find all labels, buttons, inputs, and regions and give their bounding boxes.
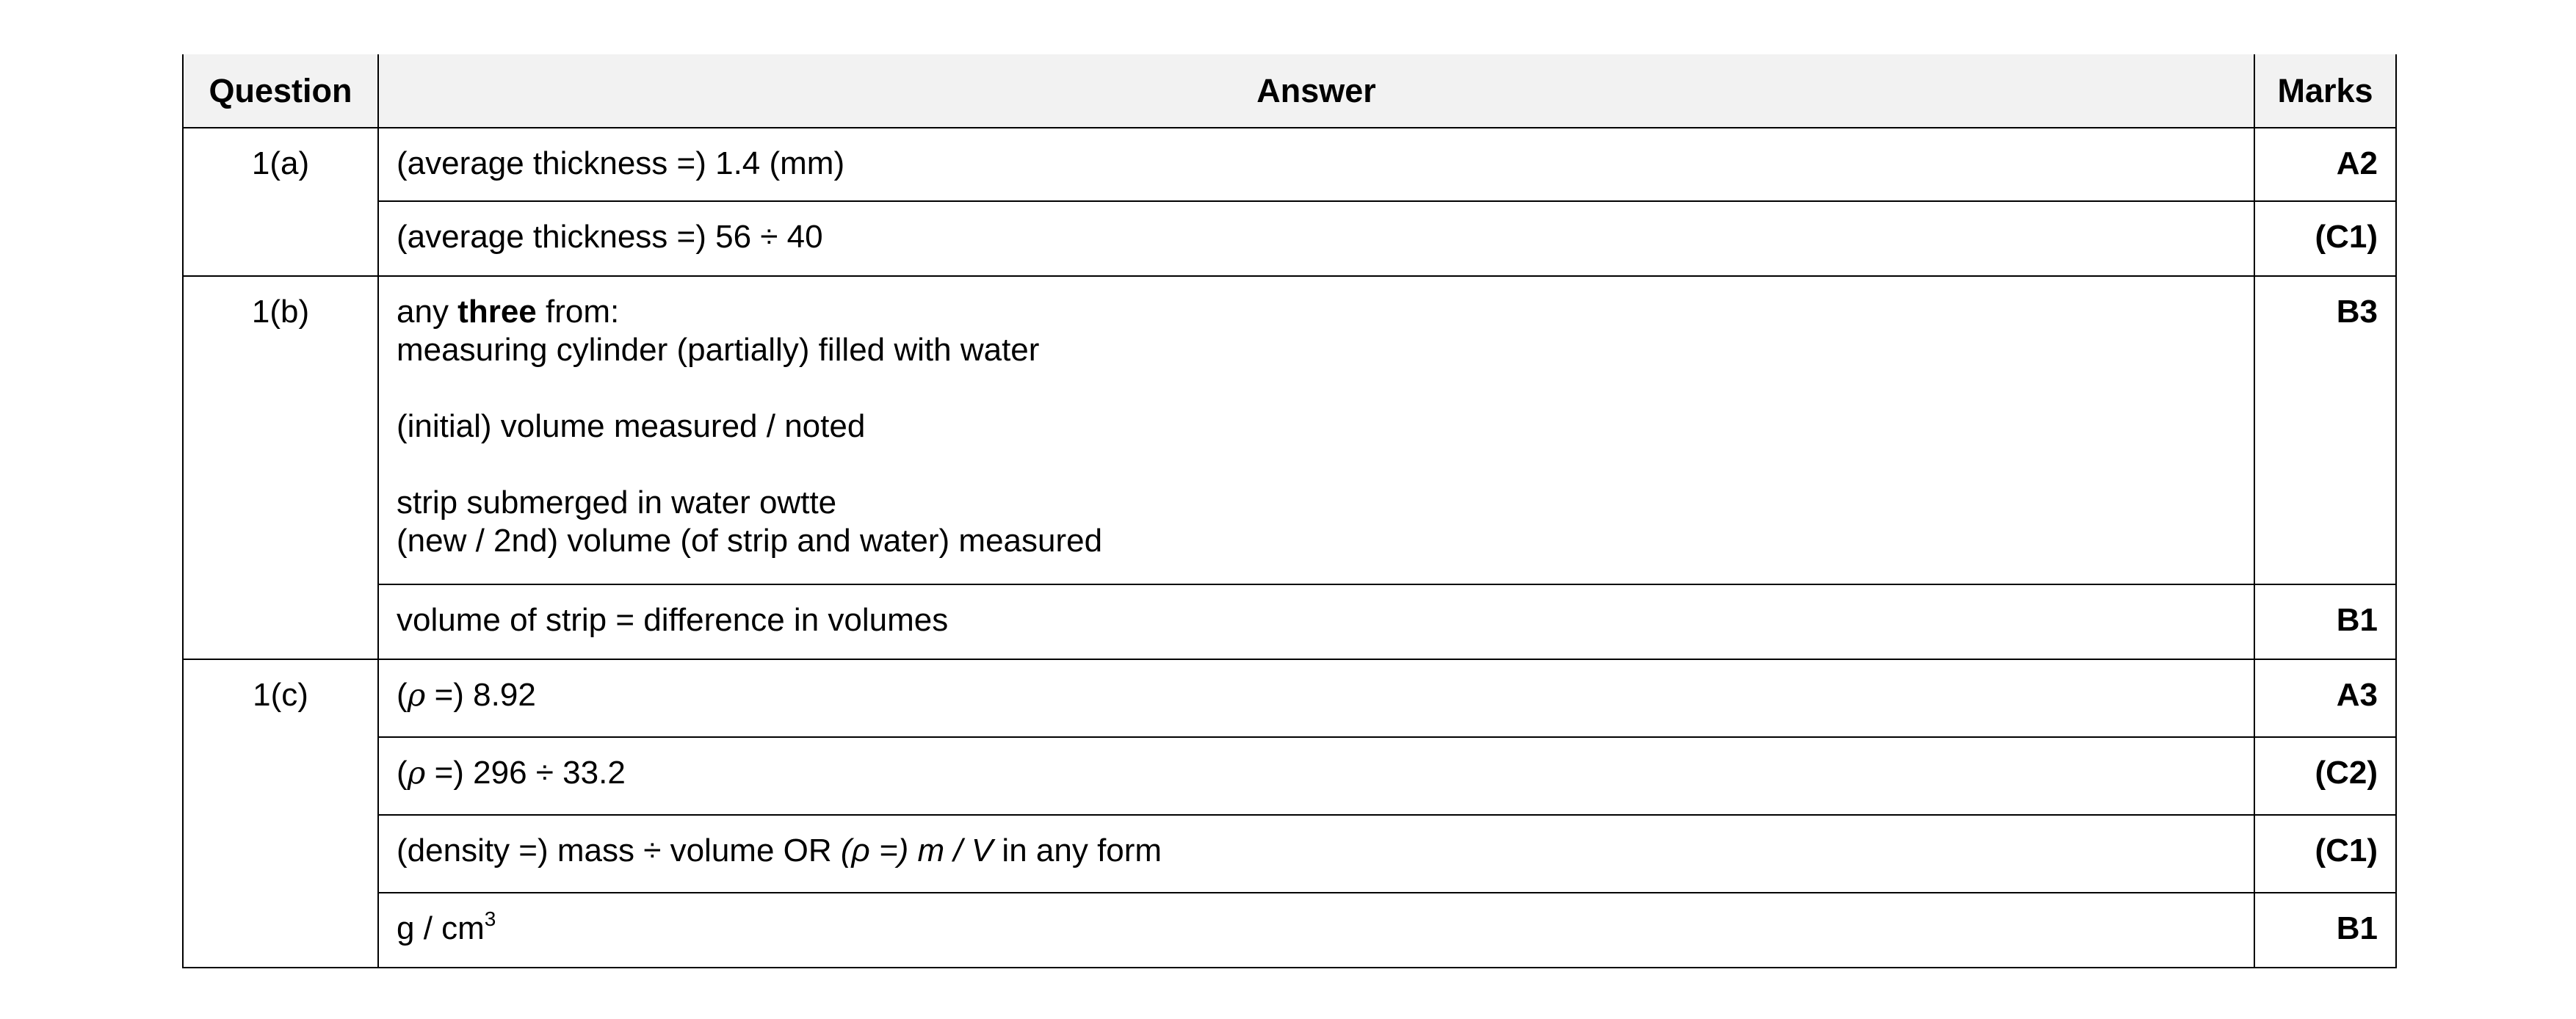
answer-cell: volume of strip = difference in volumes xyxy=(378,584,2254,659)
mark-scheme-table xyxy=(182,54,2397,968)
marks-cell: A3 xyxy=(2254,659,2396,737)
marks-cell: (C1) xyxy=(2254,201,2396,276)
density-formula: (ρ =) m / V xyxy=(840,833,994,868)
table-row xyxy=(183,128,2396,201)
question-header: Question xyxy=(183,54,378,128)
marks-cell: B1 xyxy=(2254,584,2396,659)
marks-header: Marks xyxy=(2254,54,2396,128)
table-row xyxy=(183,276,2396,584)
answer-header: Answer xyxy=(378,54,2254,128)
answer-cell: (ρ =) 296 ÷ 33.2 xyxy=(378,737,2254,815)
rho-symbol: ρ xyxy=(407,677,426,713)
answer-cell: (average thickness =) 1.4 (mm) xyxy=(378,128,2254,201)
answer-cell: (average thickness =) 56 ÷ 40 xyxy=(378,201,2254,276)
answer-point: (initial) volume measured / noted xyxy=(397,408,866,444)
answer-cell xyxy=(378,893,2254,968)
marks-cell: (C1) xyxy=(2254,815,2396,893)
emphasis-three: three xyxy=(457,294,537,330)
question-number: 1(a) xyxy=(183,128,378,276)
answer-cell: (density =) mass ÷ volume OR (ρ =) m / V in any form xyxy=(378,815,2254,893)
marks-cell: B1 xyxy=(2254,893,2396,968)
answer-intro: any three from: xyxy=(397,294,620,330)
table-row xyxy=(183,659,2396,737)
table-row xyxy=(183,815,2396,893)
table-row xyxy=(183,737,2396,815)
unit-text: g / cm xyxy=(397,910,485,946)
table-row xyxy=(183,201,2396,276)
marks-cell: A2 xyxy=(2254,128,2396,201)
table-row xyxy=(183,893,2396,968)
unit-exponent: 3 xyxy=(484,907,496,930)
answer-point: (new / 2nd) volume (of strip and water) measured xyxy=(397,523,1103,559)
marks-cell: (C2) xyxy=(2254,737,2396,815)
rho-symbol: ρ xyxy=(407,755,426,791)
table-row xyxy=(183,584,2396,659)
answer-point: measuring cylinder (partially) filled with water xyxy=(397,332,1040,368)
question-number: 1(b) xyxy=(183,276,378,659)
header-row xyxy=(183,54,2396,128)
answer-cell: (ρ =) 8.92 xyxy=(378,659,2254,737)
answer-point: strip submerged in water owtte xyxy=(397,485,837,521)
answer-cell xyxy=(378,276,2254,584)
marks-cell: B3 xyxy=(2254,276,2396,584)
question-number: 1(c) xyxy=(183,659,378,968)
